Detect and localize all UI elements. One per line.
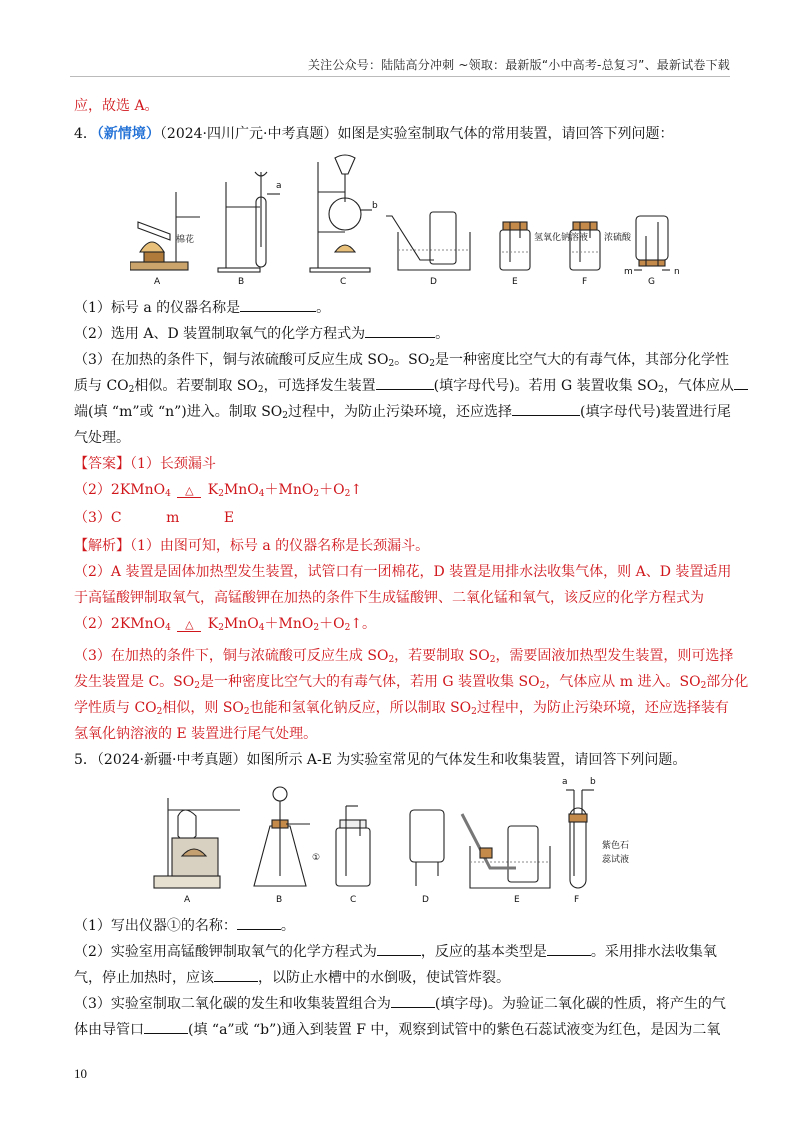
q4-answer-2: （2）2KMnO$_4$ △ $K_2MnO_4+MnO_2+O_2↑$ <box>74 482 363 499</box>
q4-apparatus-a <box>130 192 200 287</box>
q4-apparatus-b <box>218 172 282 287</box>
q4-part3-line4: 气处理。 <box>74 430 130 446</box>
page-header: 关注公众号：陆陆高分冲刺 ~领取：最新版“小中高考-总复习”、最新试卷下载 <box>307 58 730 72</box>
q4-apparatus-c <box>310 155 378 287</box>
q5-part2-line1: （2）实验室用高锰酸钾制取氧气的化学方程式为 ，反应的基本类型是 。采用排水法收集氧 <box>74 944 717 960</box>
svg-text:C: C <box>340 277 347 287</box>
q4-analysis-2-line2: 于高锰酸钾制取氧气，高锰酸钾在加热的条件下生成锰酸钾、二氧化锰和氧气，该反应的化学方程式为 <box>74 590 704 606</box>
q5-apparatus-f <box>562 777 629 905</box>
q5-apparatus-a <box>154 798 240 905</box>
q4-tag: （新情境） <box>96 126 160 142</box>
svg-text:a: a <box>562 777 568 787</box>
svg-text:E: E <box>512 277 518 287</box>
svg-text:E: E <box>514 895 520 905</box>
heating-symbol: △ <box>175 481 203 501</box>
q5-blank-5[interactable] <box>391 994 435 1008</box>
svg-text:F: F <box>574 895 580 905</box>
svg-text:浓硫酸: 浓硫酸 <box>604 233 632 243</box>
analysis-tag: 【解析】 <box>74 538 130 554</box>
q4-analysis-2-line3: （2）2KMnO$_4$ △ $K_2MnO_4+MnO_2+O_2↑$。 <box>74 616 377 633</box>
q4-answer-3: （3）C m E <box>74 510 235 526</box>
q4-part3-line3: 端(填 “m”或 “n”)进入。制取 $SO_2$过程中，为防止污染环境，还应选择 (填字母代号)装置进行尾 <box>74 404 731 421</box>
q5-apparatus-c <box>336 806 370 905</box>
q4-blank-4[interactable] <box>734 376 748 390</box>
svg-text:D: D <box>430 277 437 287</box>
q4-analysis-1: 【解析】（1）由图可知，标号 a 的仪器名称是长颈漏斗。 <box>74 538 430 554</box>
q5-apparatus-figure <box>150 776 660 906</box>
svg-text:蕊试液: 蕊试液 <box>602 855 630 865</box>
q5-blank-2[interactable] <box>377 942 421 956</box>
svg-text:氢氧化钠溶液: 氢氧化钠溶液 <box>534 233 589 243</box>
q5-apparatus-e <box>462 814 550 905</box>
svg-text:F: F <box>582 277 588 287</box>
svg-text:a: a <box>276 181 282 191</box>
previous-answer-tail: 应，故选 A。 <box>74 98 159 114</box>
q5-apparatus-d <box>410 810 444 905</box>
svg-text:b: b <box>372 201 378 211</box>
q5-blank-6[interactable] <box>144 1020 188 1034</box>
q5-apparatus-b <box>254 787 320 905</box>
q4-part2: （2）选用 A、D 装置制取氧气的化学方程式为 。 <box>74 326 450 342</box>
q4-part3-line1: （3）在加热的条件下，铜与浓硫酸可反应生成 $SO_2$。$SO_2$是一种密度比空气大的有毒气体，其部分化学性 <box>74 352 729 369</box>
q4-apparatus-e <box>500 222 588 287</box>
q4-analysis-2-line1: （2）A 装置是固体加热型发生装置，试管口有一团棉花，D 装置是用排水法收集气体，则 A、D 装置适用 <box>74 564 732 580</box>
q5-stem: 5．（2024·新疆·中考真题）如图所示 A-E 为实验室常见的气体发生和收集装置，请回答下列问题。 <box>74 752 687 768</box>
q4-apparatus-d <box>386 212 470 287</box>
q4-blank-2[interactable] <box>365 324 435 338</box>
q4-apparatus-g <box>624 216 680 287</box>
svg-text:n: n <box>674 267 680 277</box>
q4-analysis-3-line1: （3）在加热的条件下，铜与浓硫酸可反应生成 $SO_2$，若要制取 $SO_2$，需要固液加热型发生装置，则可选择 <box>74 648 734 665</box>
page-number: 10 <box>74 1066 87 1081</box>
svg-text:b: b <box>590 777 596 787</box>
svg-text:C: C <box>350 895 357 905</box>
svg-text:B: B <box>276 895 283 905</box>
svg-text:m: m <box>624 267 633 277</box>
q4-blank-1[interactable] <box>240 298 316 312</box>
svg-text:D: D <box>422 895 429 905</box>
svg-text:G: G <box>648 277 655 287</box>
answer-tag: 【答案】 <box>74 456 130 472</box>
q5-blank-4[interactable] <box>214 968 258 982</box>
svg-text:①: ① <box>312 853 321 863</box>
q4-apparatus-f <box>570 222 632 287</box>
q4-analysis-3-line3: 学性质与 $CO_2$相似，则 $SO_2$也能和氢氧化钠反应，所以制取 $SO_2$过程中，为防止污染环境，还应选择装有 <box>74 700 729 717</box>
svg-text:A: A <box>154 277 161 287</box>
q4-blank-3[interactable] <box>376 376 434 390</box>
q4-analysis-3-line2: 发生装置是 C。$SO_2$是一种密度比空气大的有毒气体，若用 G 装置收集 $SO_2$，气体应从 m 进入。$SO_2$部分化 <box>74 674 749 691</box>
q4-answer-1: 【答案】（1）长颈漏斗 <box>74 456 216 472</box>
q4-blank-5[interactable] <box>512 402 580 416</box>
q5-part2-line2: 气，停止加热时，应该 ，以防止水槽中的水倒吸，使试管炸裂。 <box>74 970 510 986</box>
header-divider <box>70 76 730 77</box>
svg-text:A: A <box>184 895 191 905</box>
svg-text:B: B <box>238 277 245 287</box>
q5-blank-1[interactable] <box>237 916 281 930</box>
q4-apparatus-figure <box>130 152 690 292</box>
q4-stem: 4．（新情境）（2024·四川广元·中考真题）如图是实验室制取气体的常用装置，请回答下列问题： <box>74 126 674 142</box>
q5-blank-3[interactable] <box>547 942 591 956</box>
q5-part3-line2: 体由导管口 (填 “a”或 “b”)通入到装置 F 中，观察到试管中的紫色石蕊试液变为红色，是因为二氧 <box>74 1022 721 1038</box>
q5-part1: （1）写出仪器①的名称： 。 <box>74 918 295 934</box>
q4-part3-line2: 质与 $CO_2$相似。若要制取 $SO_2$，可选择发生装置 (填字母代号)。若用 G 装置收集 $SO_2$，气体应从 <box>74 376 748 400</box>
q4-analysis-3-line4: 氢氧化钠溶液的 E 装置进行尾气处理。 <box>74 726 318 742</box>
q4-part1: （1）标号 a 的仪器名称是 。 <box>74 300 331 316</box>
svg-text:棉花: 棉花 <box>176 235 195 245</box>
svg-text:紫色石: 紫色石 <box>602 841 630 851</box>
q5-part3-line1: （3）实验室制取二氧化碳的发生和收集装置组合为 (填字母)。为验证二氧化碳的性质，将产生的气 <box>74 996 726 1012</box>
